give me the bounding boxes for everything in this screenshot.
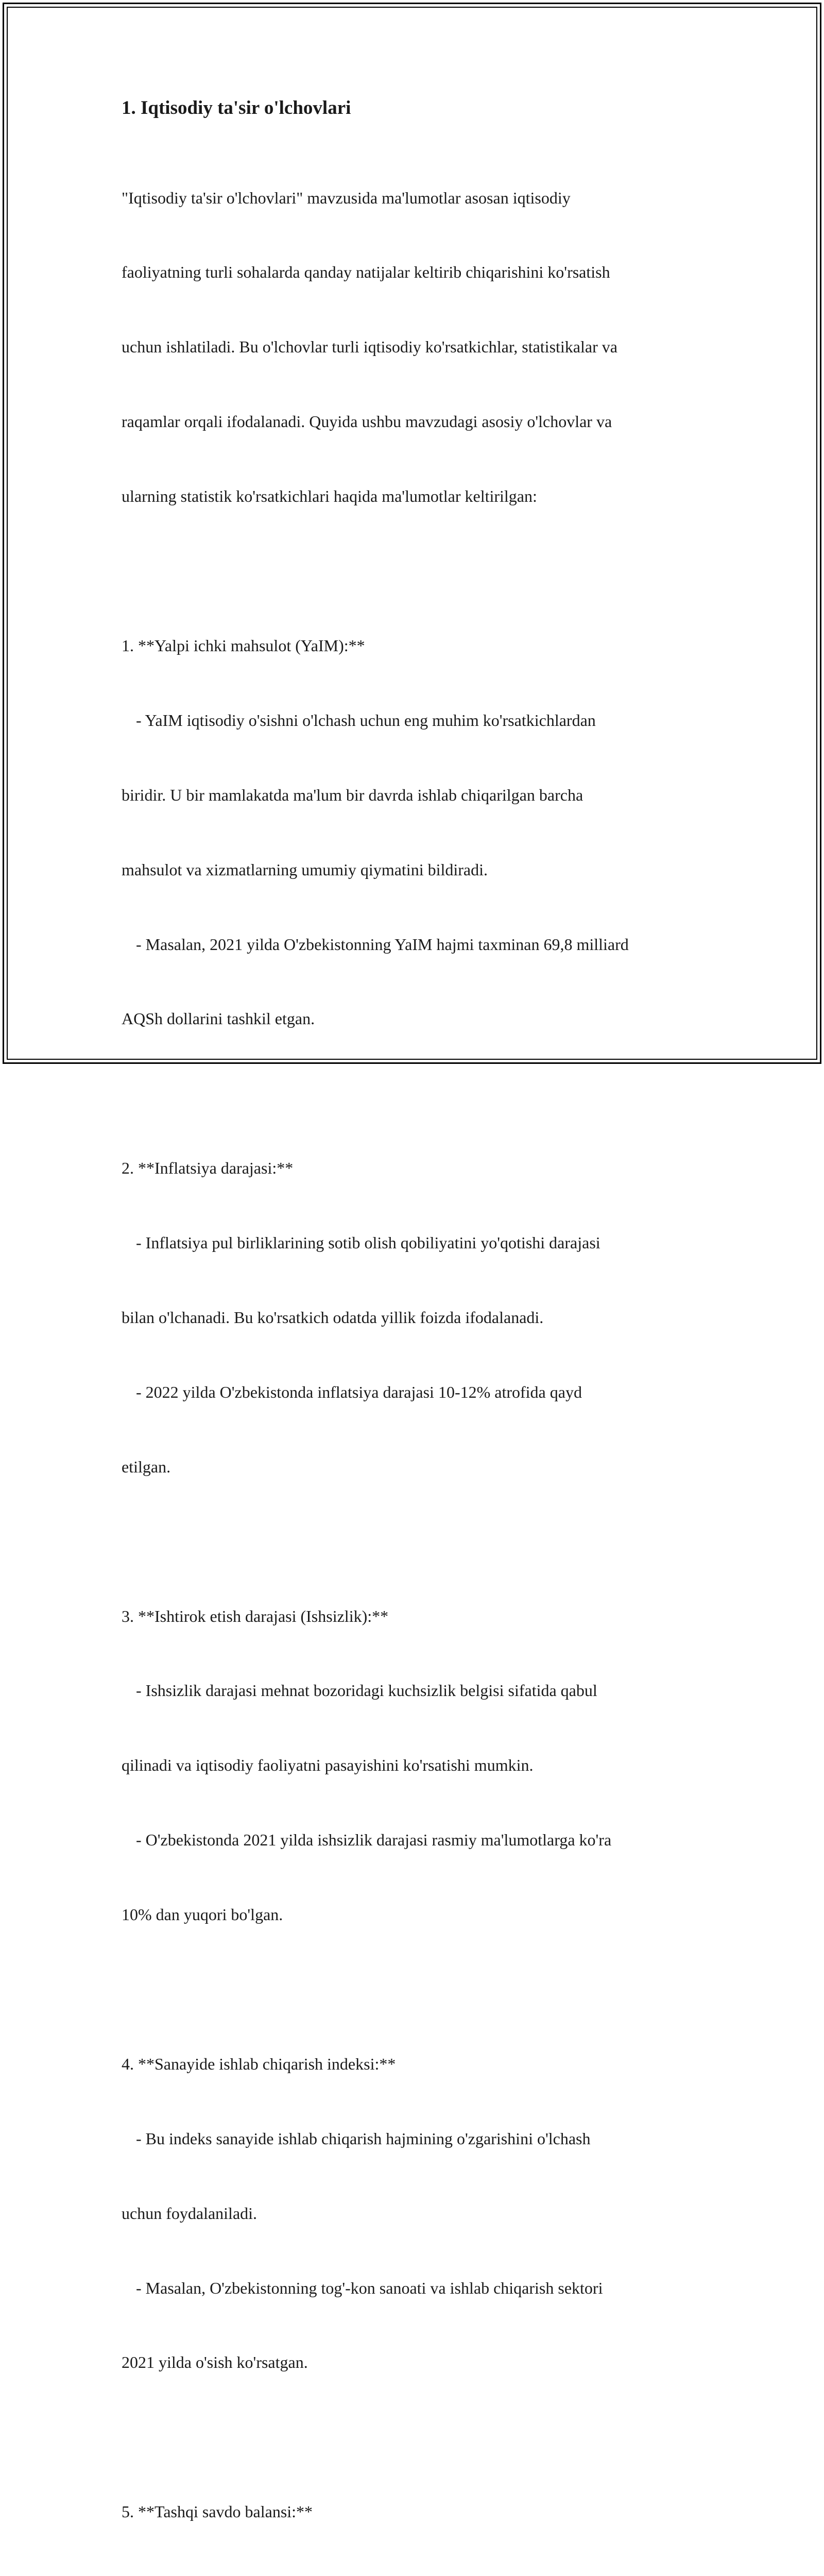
section-heading: 1. **Yalpi ichki mahsulot (YaIM):**: [122, 636, 365, 655]
bullet-line: etilgan.: [122, 1457, 171, 1476]
bullet-line: 10% dan yuqori bo'lgan.: [122, 1905, 283, 1924]
section-heading: 2. **Inflatsiya darajasi:**: [122, 1159, 294, 1178]
bullet-line: - Ishsizlik darajasi mehnat bozoridagi kuchsizlik belgisi sifatida qabul: [136, 1681, 597, 1700]
bullet-line: - Inflatsiya pul birliklarining sotib olish qobiliyatini yo'qotishi darajasi: [136, 1233, 600, 1252]
intro-line: ularning statistik ko'rsatkichlari haqida ma'lumotlar keltirilgan:: [122, 487, 537, 506]
bullet-line: - Masalan, 2021 yilda O'zbekistonning YaIM hajmi taxminan 69,8 milliard: [136, 935, 629, 954]
bullet-line: - O'zbekistonda 2021 yilda ishsizlik darajasi rasmiy ma'lumotlarga ko'ra: [136, 1831, 612, 1850]
bullet-line: mahsulot va xizmatlarning umumiy qiymatini bildiradi.: [122, 860, 488, 879]
intro-paragraph: [122, 135, 714, 558]
bullet-line: - Masalan, O'zbekistonning tog'-kon sanoati va ishlab chiqarish sektori: [136, 2278, 603, 2297]
bullet-line: - Bu indeks sanayide ishlab chiqarish hajmining o'zgarishini o'lchash: [136, 2129, 591, 2148]
bullet-line: - 2022 yilda O'zbekistonda inflatsiya darajasi 10-12% atrofida qayd: [136, 1382, 582, 1401]
bullet-line: 2021 yilda o'sish ko'rsatgan.: [122, 2353, 308, 2372]
section-yaim: [122, 583, 714, 1081]
intro-line: uchun ishlatiladi. Bu o'lchovlar turli iqtisodiy ko'rsatkichlar, statistikalar va: [122, 337, 617, 357]
bullet-line: AQSh dollarini tashkil etgan.: [122, 1009, 315, 1028]
section-heading: 5. **Tashqi savdo balansi:**: [122, 2502, 313, 2521]
section-ishsizlik: [122, 1554, 714, 1977]
bullet-line: biridir. U bir mamlakatda ma'lum bir davrda ishlab chiqarilgan barcha: [122, 785, 583, 804]
document-body: [122, 96, 714, 2576]
intro-line: faoliyatning turli sohalarda qanday natijalar keltirib chiqarishini ko'rsatish: [122, 263, 610, 282]
section-heading: 3. **Ishtirok etish darajasi (Ishsizlik):**: [122, 1606, 389, 1625]
bullet-line: uchun foydalaniladi.: [122, 2204, 258, 2223]
section-inflatsiya: [122, 1106, 714, 1529]
section-heading: 4. **Sanayide ishlab chiqarish indeksi:**: [122, 2054, 396, 2073]
document-title: 1. Iqtisodiy ta'sir o'lchovlari: [122, 97, 351, 118]
bullet-line: - YaIM iqtisodiy o'sishni o'lchash uchun eng muhim ko'rsatkichlardan: [136, 710, 596, 730]
section-sanayi-indeksi: [122, 2002, 714, 2425]
bullet-line: qilinadi va iqtisodiy faoliyatni pasayishini ko'rsatishi mumkin.: [122, 1756, 534, 1775]
bullet-line: [122, 2574, 714, 2576]
intro-line: "Iqtisodiy ta'sir o'lchovlari" mavzusida ma'lumotlar asosan iqtisodiy: [122, 188, 571, 207]
section-tashqi-savdo: [122, 2450, 714, 2576]
bullet-line: bilan o'lchanadi. Bu ko'rsatkich odatda yillik foizda ifodalanadi.: [122, 1308, 544, 1327]
intro-line: raqamlar orqali ifodalanadi. Quyida ushbu mavzudagi asosiy o'lchovlar va: [122, 412, 612, 431]
